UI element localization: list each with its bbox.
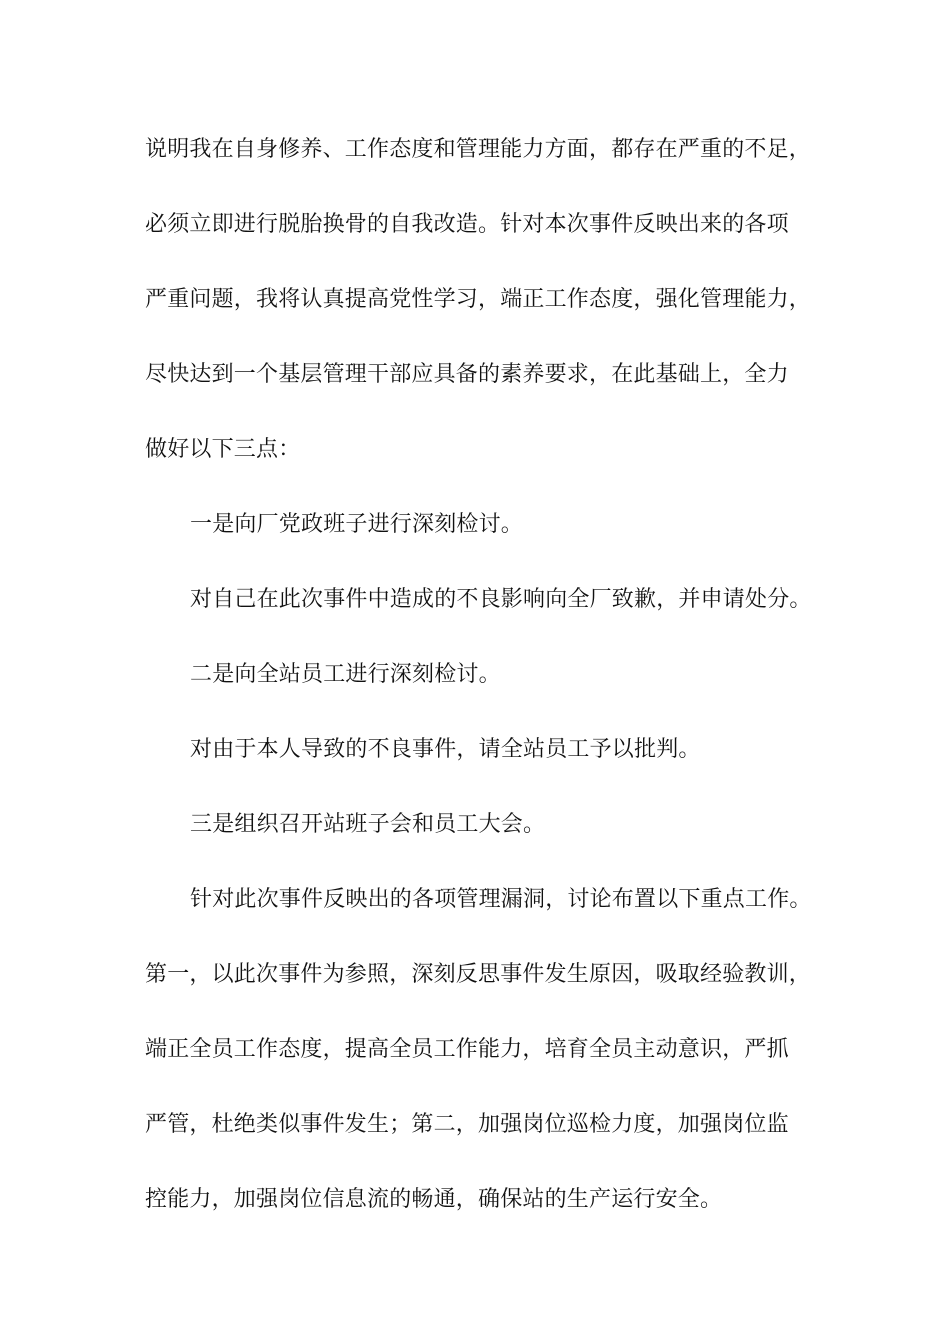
point-two-detail: 对由于本人导致的不良事件，请全站员工予以批判。: [190, 737, 701, 762]
text-line-2: 必须立即进行脱胎换骨的自我改造。针对本次事件反映出来的各项: [145, 212, 789, 237]
text-line-14: 严管，杜绝类似事件发生；第二，加强岗位巡检力度，加强岗位监: [145, 1112, 789, 1137]
text-line-5: 做好以下三点：: [145, 437, 301, 462]
point-one-detail: 对自己在此次事件中造成的不良影响向全厂致歉，并申请处分。: [190, 587, 812, 612]
point-two-heading: 二是向全站员工进行深刻检讨。: [190, 662, 501, 687]
text-line-12: 第一，以此次事件为参照，深刻反思事件发生原因，吸取经验教训，: [145, 962, 812, 987]
point-one-heading: 一是向厂党政班子进行深刻检讨。: [190, 512, 524, 537]
point-three-intro: 针对此次事件反映出的各项管理漏洞，讨论布置以下重点工作。: [190, 887, 812, 912]
text-line-15: 控能力，加强岗位信息流的畅通，确保站的生产运行安全。: [145, 1187, 723, 1212]
text-line-1: 说明我在自身修养、工作态度和管理能力方面，都存在严重的不足，: [145, 137, 812, 162]
text-line-3: 严重问题，我将认真提高党性学习，端正工作态度，强化管理能力，: [145, 287, 812, 312]
text-line-4: 尽快达到一个基层管理干部应具备的素养要求，在此基础上，全力: [145, 362, 789, 387]
text-line-13: 端正全员工作态度，提高全员工作能力，培育全员主动意识，严抓: [145, 1037, 789, 1062]
point-three-heading: 三是组织召开站班子会和员工大会。: [190, 812, 546, 837]
